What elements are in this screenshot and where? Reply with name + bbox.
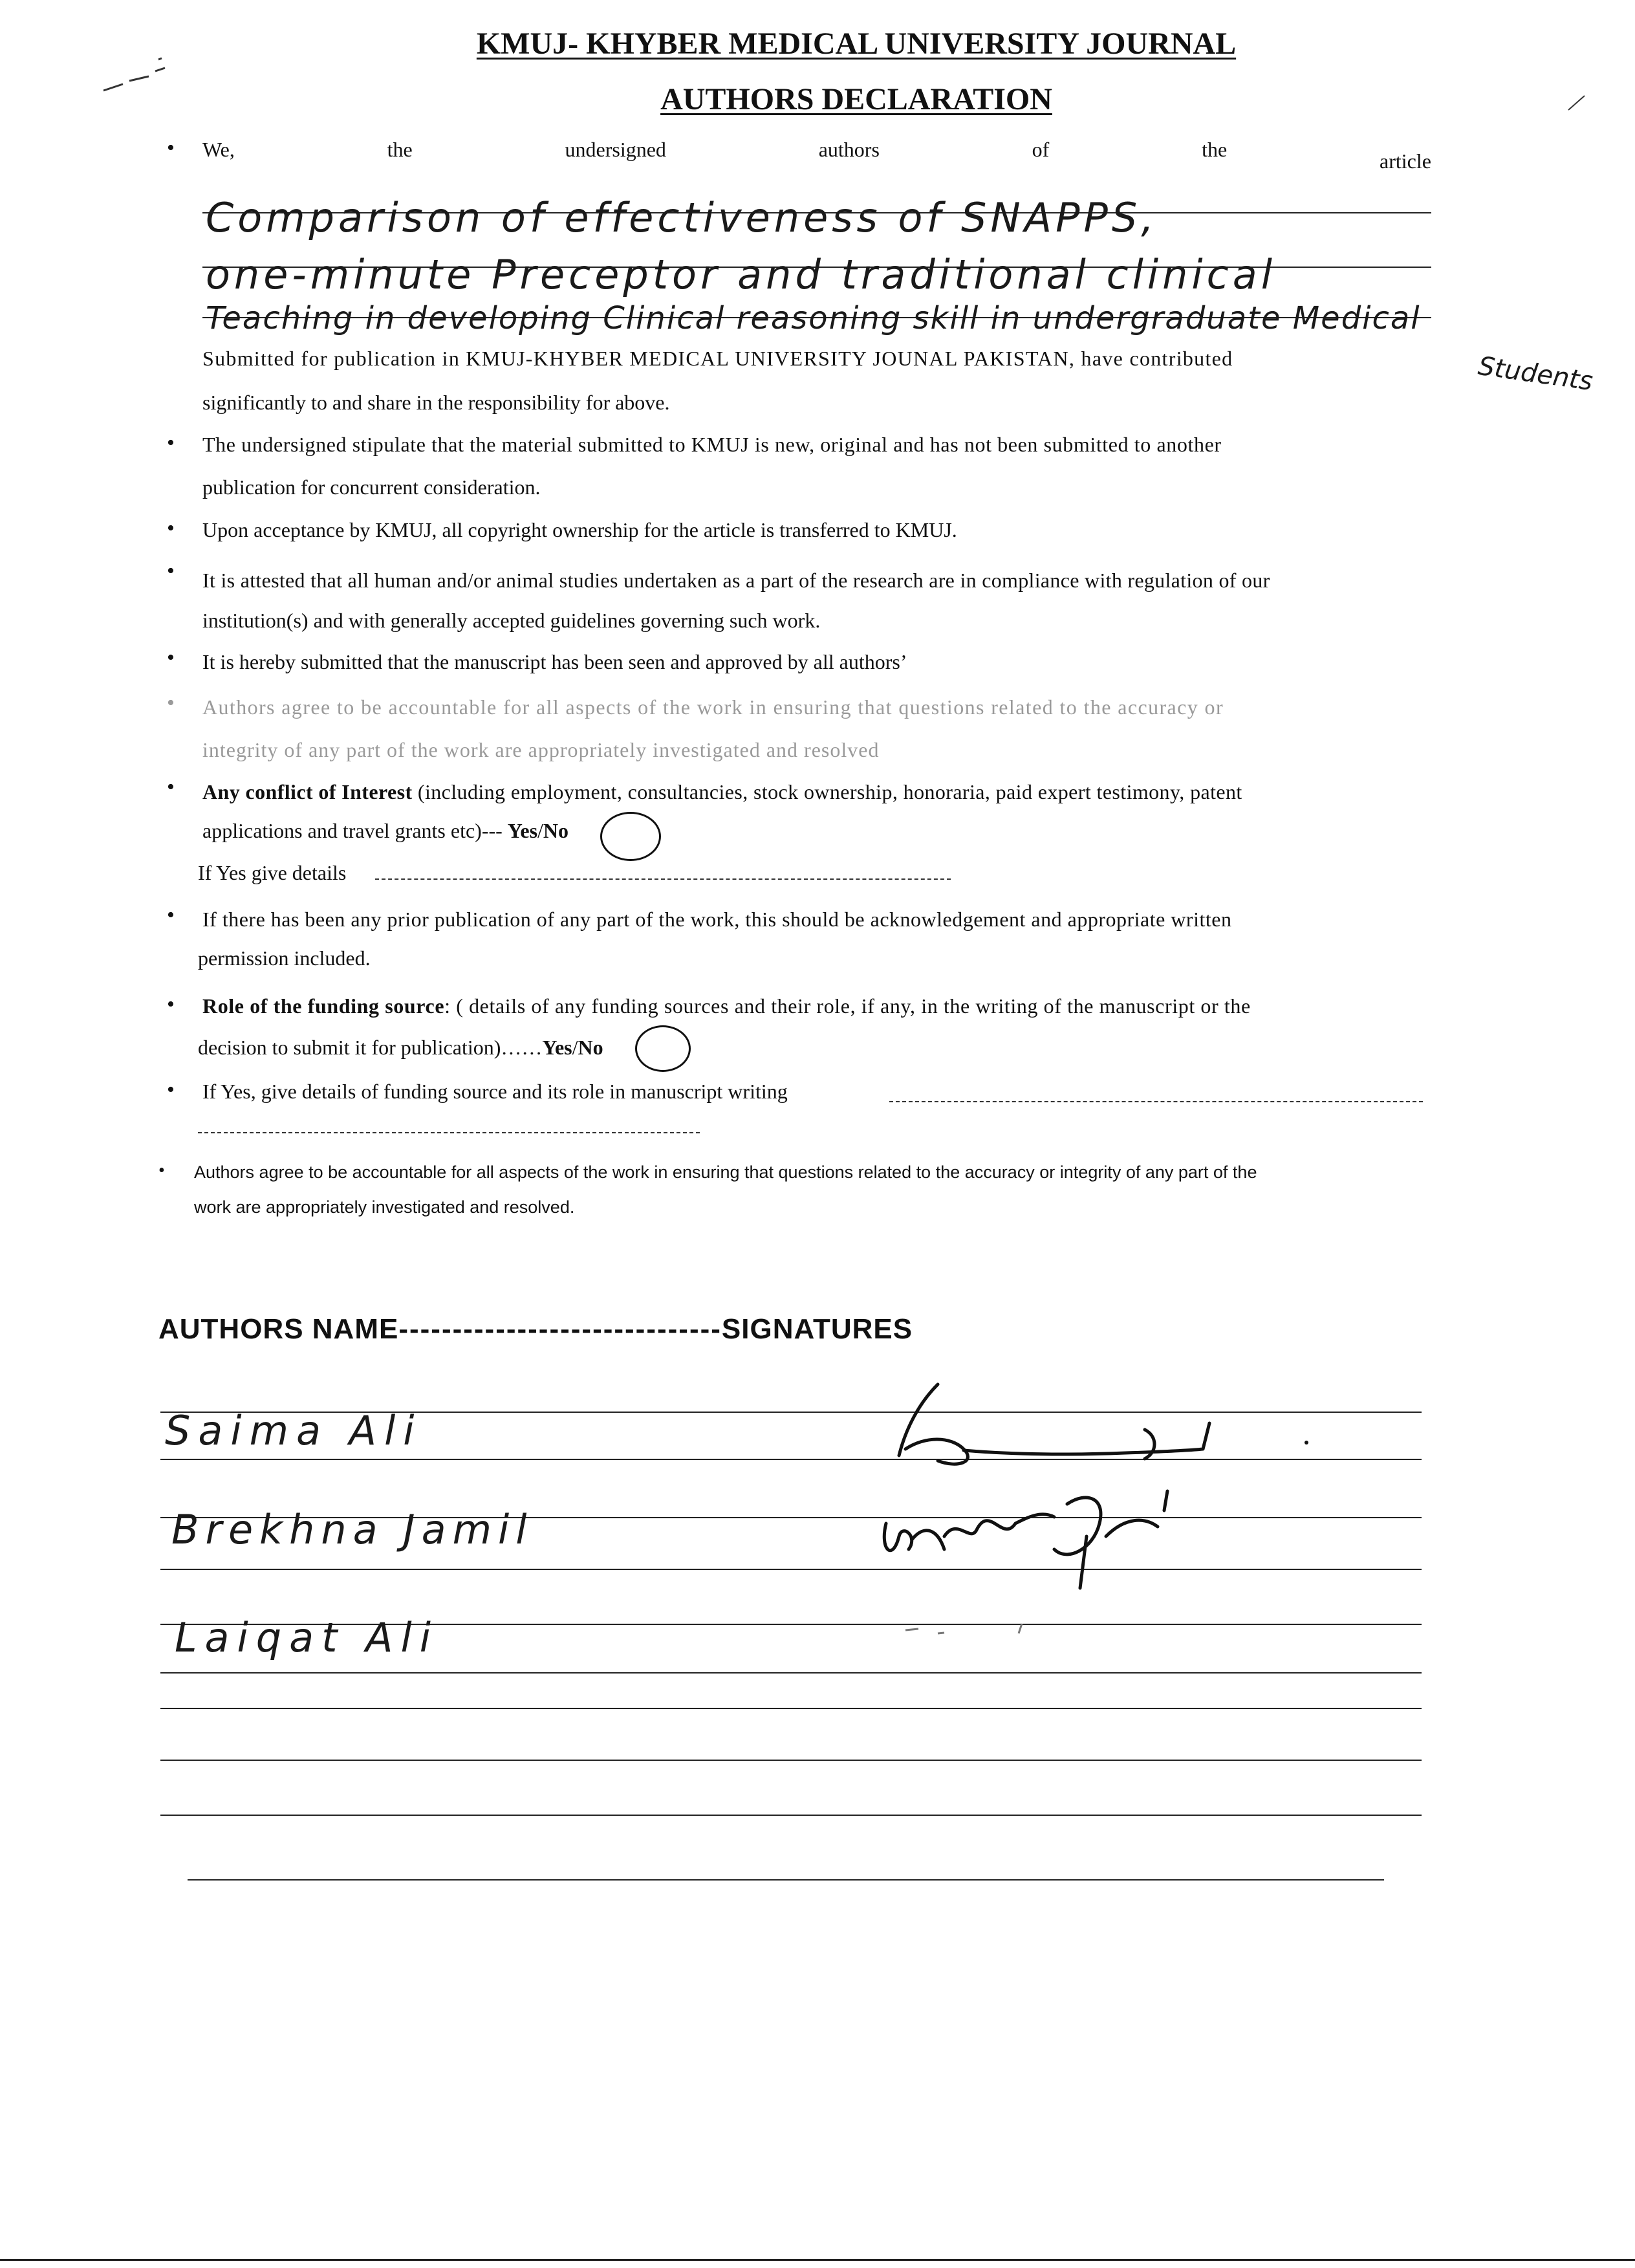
conflict-no: No	[543, 819, 569, 842]
declaration-original: The undersigned stipulate that the material submitted to KMUJ is new, original and has not been submitted to another	[202, 433, 1222, 456]
declaration-compliance-2: institution(s) and with generally accepted guidelines governing such work.	[202, 609, 821, 632]
scan-mark-top-right	[1565, 91, 1591, 116]
declaration-approved: It is hereby submitted that the manuscript has been seen and approved by all authors’	[202, 650, 907, 673]
page-title: KMUJ- KHYBER MEDICAL UNIVERSITY JOURNAL	[476, 27, 1237, 61]
intro-word: of	[1032, 138, 1050, 161]
signature-3-marks-icon	[899, 1617, 1028, 1650]
funding-no: No	[578, 1036, 603, 1059]
funding-details-label: If Yes, give details of funding source and its role in manuscript writing	[202, 1080, 788, 1103]
author-name: Saima Ali	[165, 1407, 422, 1454]
conflict-slash: /	[537, 819, 543, 842]
accountability: Authors agree to be accountable for all aspects of the work in ensuring that questions related to the accuracy or integrity of any part of the	[194, 1162, 1257, 1182]
bullet-declaration: •	[167, 559, 175, 583]
conflict-label: Any conflict of Interest	[202, 780, 413, 803]
bullet-accountability: •	[158, 1161, 165, 1181]
handwritten-title-line: Comparison of effectiveness of SNAPPS,	[206, 194, 1158, 241]
intro-word: We,	[202, 138, 235, 161]
funding-line	[202, 994, 1251, 1018]
intro-word: undersigned	[565, 138, 666, 161]
conflict-text-2: applications and travel grants etc)---	[202, 819, 503, 842]
bullet-declaration: •	[167, 646, 175, 670]
author-row-rule	[160, 1760, 1422, 1761]
author-name: Brekhna Jamil	[171, 1506, 534, 1553]
prior-publication-2: permission included.	[198, 946, 371, 970]
bullet-declaration: •	[167, 691, 175, 715]
signature-2-icon	[873, 1465, 1209, 1601]
conflict-details-label: If Yes give details	[198, 861, 347, 884]
handwritten-title-line: Teaching in developing Clinical reasoning skill in undergraduate Medical	[206, 300, 1421, 336]
funding-details	[202, 1079, 788, 1104]
intro-line	[202, 137, 1431, 173]
funding-details-line	[889, 1101, 1423, 1102]
author-row-rule	[160, 1569, 1422, 1570]
author-row-rule	[188, 1879, 1384, 1881]
bottom-scan-edge	[0, 2259, 1635, 2261]
signature-1-icon	[867, 1371, 1319, 1475]
accountability-2: work are appropriately investigated and resolved.	[194, 1197, 575, 1217]
declaration-original-2: publication for concurrent consideration.	[202, 475, 541, 499]
submitted-line: Submitted for publication in KMUJ-KHYBER MEDICAL UNIVERSITY JOUNAL PAKISTAN, have contributed	[202, 347, 1233, 370]
prior-publication: If there has been any prior publication of any part of the work, this should be acknowledgement and appropriate written	[202, 908, 1232, 931]
bullet-intro: •	[167, 136, 175, 160]
conflict-text: (including employment, consultancies, stock ownership, honoraria, paid expert testimony, patent	[417, 780, 1242, 803]
bullet-funding: •	[167, 992, 175, 1016]
declaration-accountable-faded-2: integrity of any part of the work are appropriately investigated and resolved	[202, 738, 880, 761]
handwritten-title-end: Students	[1476, 351, 1595, 397]
funding-text-2: decision to submit it for publication)……	[198, 1036, 543, 1059]
conflict-details	[198, 860, 346, 885]
author-row-rule	[160, 1708, 1422, 1709]
author-row-rule	[160, 1672, 1422, 1674]
authors-header	[158, 1313, 913, 1346]
bullet-funding-details: •	[167, 1078, 175, 1102]
declaration-compliance: It is attested that all human and/or animal studies undertaken as a part of the research are in compliance with regulation of our	[202, 569, 1270, 592]
author-row-rule	[160, 1815, 1422, 1816]
scan-mark-top-left	[97, 52, 175, 97]
conflict-details-line	[375, 878, 951, 880]
conflict-yes: Yes	[507, 819, 538, 842]
funding-no-circle	[635, 1025, 691, 1072]
authors-header-dashes: ------------------------------	[398, 1313, 722, 1345]
author-name: Laiqat Ali	[175, 1614, 439, 1661]
submitted-line-2: significantly to and share in the responsibility for above.	[202, 391, 670, 414]
handwritten-title-line: one-minute Preceptor and traditional clinical	[206, 251, 1276, 298]
intro-word: authors	[818, 138, 880, 161]
declaration-copyright: Upon acceptance by KMUJ, all copyright ownership for the article is transferred to KMUJ.	[202, 518, 957, 541]
funding-label: Role of the funding source	[202, 994, 445, 1018]
funding-details-line-2	[198, 1132, 700, 1133]
funding-line-2	[198, 1035, 603, 1060]
intro-word: the	[1202, 138, 1228, 161]
bullet-declaration: •	[167, 516, 175, 540]
declaration-accountable-faded: Authors agree to be accountable for all aspects of the work in ensuring that questions related to the accuracy or	[202, 695, 1224, 719]
funding-text: : ( details of any funding sources and their role, if any, in the writing of the manuscript or the	[444, 994, 1251, 1018]
conflict-line	[202, 780, 1242, 804]
signatures-label: SIGNATURES	[721, 1313, 913, 1345]
bullet-prior: •	[167, 903, 175, 927]
bullet-declaration: •	[167, 431, 175, 455]
bullet-conflict: •	[167, 775, 175, 799]
intro-word: the	[387, 138, 413, 161]
intro-word: article	[1379, 149, 1431, 173]
funding-slash: /	[572, 1036, 578, 1059]
conflict-line-2	[202, 818, 568, 843]
authors-name-label: AUTHORS NAME	[158, 1313, 399, 1345]
conflict-no-circle	[600, 812, 661, 861]
page-subtitle: AUTHORS DECLARATION	[660, 82, 1052, 116]
funding-yes: Yes	[542, 1036, 572, 1059]
